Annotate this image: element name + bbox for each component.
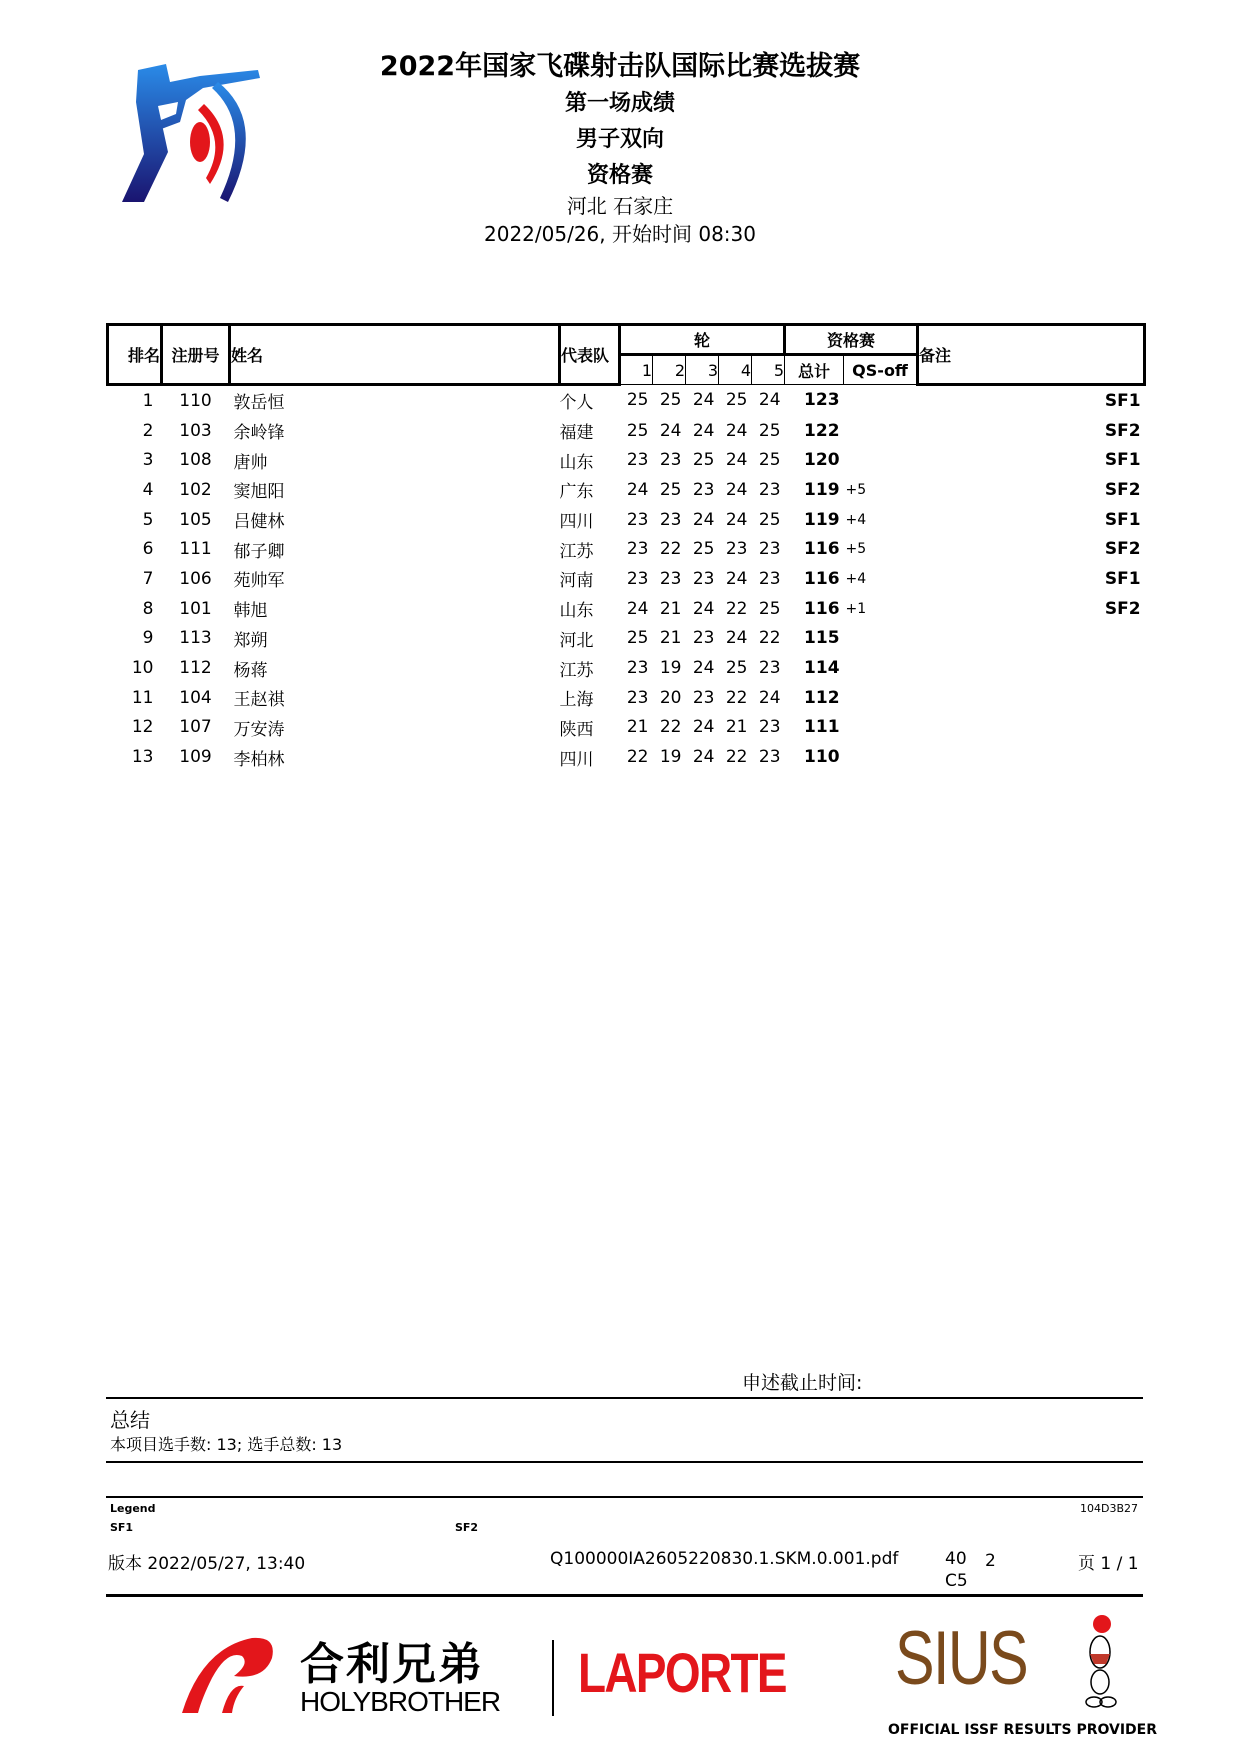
footer-num-3: C5	[945, 1571, 968, 1591]
table-row	[108, 624, 1145, 654]
round-4-cell: 22	[725, 687, 748, 708]
total-cell: 122	[804, 420, 840, 441]
qs-off-cell: +4	[845, 570, 867, 587]
bib-cell: 103	[179, 420, 212, 441]
table-row	[108, 445, 1145, 475]
round-1-cell: 23	[626, 509, 649, 530]
holybrother-en: HOLYBROTHER	[300, 1686, 501, 1717]
appeal-deadline-label: 申述截止时间:	[742, 1372, 863, 1394]
header-bib: 注册号	[162, 325, 230, 385]
header-team: 代表队	[560, 325, 620, 385]
legend-title: Legend	[110, 1502, 156, 1515]
round-1-cell: 23	[626, 450, 649, 471]
round-1-cell: 23	[626, 568, 649, 589]
table-row	[108, 564, 1145, 594]
header-rank: 排名	[108, 325, 162, 385]
total-cell: 111	[804, 717, 840, 738]
round-2-cell: 24	[659, 420, 682, 441]
qs-off-cell: +5	[845, 541, 867, 558]
round-1-cell: 23	[626, 687, 649, 708]
total-cell: 115	[804, 628, 840, 649]
divider	[106, 1594, 1143, 1597]
remark-cell	[918, 653, 1145, 683]
bib-cell: 109	[179, 747, 212, 768]
table-row	[108, 653, 1145, 683]
name-cell: 王赵祺	[233, 690, 285, 711]
round-5-cell: 23	[758, 658, 781, 679]
qs-off-cell: +5	[845, 481, 867, 498]
name-cell: 杨蒋	[233, 660, 268, 681]
remark-cell: SF2	[1104, 539, 1141, 560]
round-3-cell: 25	[692, 450, 715, 471]
round-2-cell: 19	[659, 658, 682, 679]
round-5-cell: 24	[758, 390, 781, 411]
bib-cell: 101	[179, 598, 212, 619]
page-number: 页 1 / 1	[1078, 1554, 1139, 1574]
round-2-cell: 21	[659, 598, 682, 619]
report-code: 104D3B27	[1080, 1502, 1139, 1515]
date-time: 2022/05/26, 开始时间 08:30	[484, 222, 756, 246]
round-1-cell: 22	[626, 747, 649, 768]
total-cell: 116	[804, 539, 840, 560]
round-3-cell: 25	[692, 539, 715, 560]
bib-cell: 106	[179, 568, 212, 589]
team-cell: 山东	[559, 601, 594, 622]
round-3-cell: 24	[692, 717, 715, 738]
round-3-cell: 24	[692, 509, 715, 530]
rank-cell: 9	[142, 628, 154, 649]
round-2-cell: 20	[659, 687, 682, 708]
header-round-2: 2	[653, 355, 686, 385]
rank-cell: 2	[142, 420, 154, 441]
holybrother-logo-icon	[172, 1628, 282, 1718]
remark-cell: SF2	[1104, 420, 1141, 441]
header-qualification: 资格赛	[785, 325, 918, 355]
round-1-cell: 21	[626, 717, 649, 738]
round-1-cell: 25	[626, 420, 649, 441]
table-row	[108, 713, 1145, 743]
name-cell: 苑帅军	[233, 571, 285, 592]
round-2-cell: 23	[659, 568, 682, 589]
round-2-cell: 23	[659, 450, 682, 471]
bib-cell: 104	[179, 687, 212, 708]
divider	[106, 1461, 1143, 1463]
bib-cell: 105	[179, 509, 212, 530]
team-cell: 河北	[559, 630, 594, 651]
divider	[106, 1397, 1143, 1399]
rank-cell: 10	[131, 658, 154, 679]
round-3-cell: 23	[692, 568, 715, 589]
round-5-cell: 23	[758, 539, 781, 560]
remark-cell	[918, 742, 1145, 772]
round-5-cell: 23	[758, 479, 781, 500]
team-cell: 江苏	[559, 660, 594, 681]
team-cell: 四川	[559, 749, 594, 770]
round-4-cell: 24	[725, 568, 748, 589]
name-cell: 敦岳恒	[233, 393, 285, 414]
header-rounds: 轮	[620, 325, 785, 355]
round-5-cell: 23	[758, 568, 781, 589]
header-remarks: 备注	[918, 325, 1145, 385]
table-row	[108, 475, 1145, 505]
team-cell: 山东	[559, 452, 594, 473]
round-3-cell: 24	[692, 390, 715, 411]
round-5-cell: 24	[758, 687, 781, 708]
name-cell: 韩旭	[233, 601, 268, 622]
rank-cell: 3	[142, 450, 154, 471]
name-cell: 余岭锋	[233, 423, 285, 444]
name-cell: 窦旭阳	[233, 482, 285, 503]
summary-title: 总结	[110, 1408, 150, 1432]
legend-sf1: SF1	[110, 1521, 134, 1534]
remark-cell	[918, 713, 1145, 743]
team-cell: 上海	[559, 690, 594, 711]
round-5-cell: 23	[758, 717, 781, 738]
footer-num-1: 40	[945, 1549, 967, 1569]
round-5-cell: 25	[758, 450, 781, 471]
file-name: Q100000IA2605220830.1.SKM.0.001.pdf	[550, 1549, 899, 1569]
qs-off-cell	[844, 416, 918, 446]
summary-text: 本项目选手数: 13; 选手总数: 13	[110, 1435, 343, 1454]
rank-cell: 4	[142, 479, 154, 500]
round-4-cell: 24	[725, 420, 748, 441]
round-3-cell: 24	[692, 598, 715, 619]
footer-num-2: 2	[985, 1551, 996, 1571]
rank-cell: 12	[131, 717, 154, 738]
team-cell: 陕西	[559, 719, 594, 740]
round-4-cell: 22	[725, 747, 748, 768]
round-1-cell: 24	[626, 479, 649, 500]
rank-cell: 5	[142, 509, 154, 530]
name-cell: 万安涛	[233, 719, 285, 740]
sius-mascot-icon	[1072, 1612, 1132, 1712]
phase-name: 资格赛	[586, 163, 653, 188]
bib-cell: 107	[179, 717, 212, 738]
round-1-cell: 23	[626, 658, 649, 679]
event-name: 男子双向	[575, 127, 664, 152]
team-cell: 福建	[559, 423, 594, 444]
round-2-cell: 19	[659, 747, 682, 768]
round-3-cell: 24	[692, 747, 715, 768]
header-name: 姓名	[230, 325, 560, 385]
remark-cell: SF2	[1104, 598, 1141, 619]
bib-cell: 113	[179, 628, 212, 649]
team-cell: 广东	[559, 482, 594, 503]
remark-cell: SF1	[1104, 450, 1141, 471]
round-1-cell: 25	[626, 628, 649, 649]
header-round-4: 4	[719, 355, 752, 385]
team-cell: 河南	[559, 571, 594, 592]
qs-off-cell	[844, 445, 918, 475]
table-row	[108, 416, 1145, 446]
bib-cell: 102	[179, 479, 212, 500]
total-cell: 123	[804, 390, 840, 411]
sius-tagline: OFFICIAL ISSF RESULTS PROVIDER	[888, 1722, 1158, 1738]
round-2-cell: 21	[659, 628, 682, 649]
total-cell: 119	[804, 509, 840, 530]
table-row	[108, 385, 1145, 416]
table-row	[108, 742, 1145, 772]
rank-cell: 8	[142, 598, 154, 619]
round-4-cell: 24	[725, 479, 748, 500]
round-5-cell: 25	[758, 509, 781, 530]
total-cell: 116	[804, 568, 840, 589]
rank-cell: 13	[131, 747, 154, 768]
version-text: 版本 2022/05/27, 13:40	[108, 1554, 306, 1574]
sponsor-divider	[552, 1640, 554, 1716]
header-qs-off: QS-off	[844, 355, 918, 385]
qs-off-cell: +1	[845, 600, 867, 617]
rank-cell: 1	[142, 390, 154, 411]
name-cell: 李柏林	[233, 749, 285, 770]
round-3-cell: 24	[692, 658, 715, 679]
bib-cell: 112	[179, 658, 212, 679]
round-3-cell: 23	[692, 628, 715, 649]
round-3-cell: 24	[692, 420, 715, 441]
total-cell: 114	[804, 658, 840, 679]
qs-off-cell	[844, 683, 918, 713]
round-2-cell: 22	[659, 539, 682, 560]
round-1-cell: 23	[626, 539, 649, 560]
round-4-cell: 21	[725, 717, 748, 738]
round-1-cell: 24	[626, 598, 649, 619]
header-round-1: 1	[620, 355, 653, 385]
round-4-cell: 24	[725, 509, 748, 530]
round-4-cell: 23	[725, 539, 748, 560]
round-5-cell: 23	[758, 747, 781, 768]
round-4-cell: 25	[725, 658, 748, 679]
sius-logo: SIUS	[895, 1616, 1028, 1701]
laporte-logo: LAPORTE	[578, 1641, 786, 1704]
legend-sf2: SF2	[455, 1521, 479, 1534]
total-cell: 112	[804, 687, 840, 708]
qs-off-cell	[844, 653, 918, 683]
round-4-cell: 24	[725, 450, 748, 471]
name-cell: 郑朔	[233, 630, 268, 651]
remark-cell: SF1	[1104, 509, 1141, 530]
round-2-cell: 25	[659, 390, 682, 411]
round-4-cell: 22	[725, 598, 748, 619]
qs-off-cell	[844, 713, 918, 743]
qs-off-cell	[844, 742, 918, 772]
team-cell: 个人	[559, 393, 594, 414]
round-5-cell: 22	[758, 628, 781, 649]
remark-cell	[918, 624, 1145, 654]
divider	[106, 1496, 1143, 1498]
header-round-5: 5	[752, 355, 785, 385]
total-cell: 110	[804, 747, 840, 768]
name-cell: 唐帅	[233, 452, 268, 473]
total-cell: 116	[804, 598, 840, 619]
round-4-cell: 24	[725, 628, 748, 649]
round-3-cell: 23	[692, 687, 715, 708]
round-5-cell: 25	[758, 598, 781, 619]
round-5-cell: 25	[758, 420, 781, 441]
round-1-cell: 25	[626, 390, 649, 411]
rank-cell: 7	[142, 568, 154, 589]
header-total: 总计	[785, 355, 844, 385]
team-cell: 四川	[559, 512, 594, 533]
round-2-cell: 22	[659, 717, 682, 738]
qs-off-cell: +4	[845, 511, 867, 528]
round-2-cell: 25	[659, 479, 682, 500]
name-cell: 郁子卿	[233, 541, 285, 562]
remark-cell	[918, 683, 1145, 713]
bib-cell: 108	[179, 450, 212, 471]
round-3-cell: 23	[692, 479, 715, 500]
remark-cell: SF2	[1104, 479, 1141, 500]
bib-cell: 111	[179, 539, 212, 560]
remark-cell: SF1	[1104, 568, 1141, 589]
results-table	[106, 323, 1146, 772]
table-row	[108, 505, 1145, 535]
table-row	[108, 594, 1145, 624]
location: 河北 石家庄	[566, 194, 674, 218]
holybrother-cn: 合利兄弟	[300, 1639, 484, 1690]
total-cell: 119	[804, 479, 840, 500]
round-2-cell: 23	[659, 509, 682, 530]
table-row	[108, 534, 1145, 564]
name-cell: 吕健林	[233, 512, 285, 533]
rank-cell: 11	[131, 687, 154, 708]
table-row	[108, 683, 1145, 713]
header-round-3: 3	[686, 355, 719, 385]
qs-off-cell	[844, 624, 918, 654]
report-title: 2022年国家飞碟射击队国际比赛选拔赛	[379, 51, 861, 82]
qs-off-cell	[844, 385, 918, 416]
team-cell: 江苏	[559, 541, 594, 562]
total-cell: 120	[804, 450, 840, 471]
remark-cell: SF1	[1104, 390, 1141, 411]
report-subtitle: 第一场成绩	[564, 91, 675, 116]
rank-cell: 6	[142, 539, 154, 560]
round-4-cell: 25	[725, 390, 748, 411]
bib-cell: 110	[179, 390, 212, 411]
